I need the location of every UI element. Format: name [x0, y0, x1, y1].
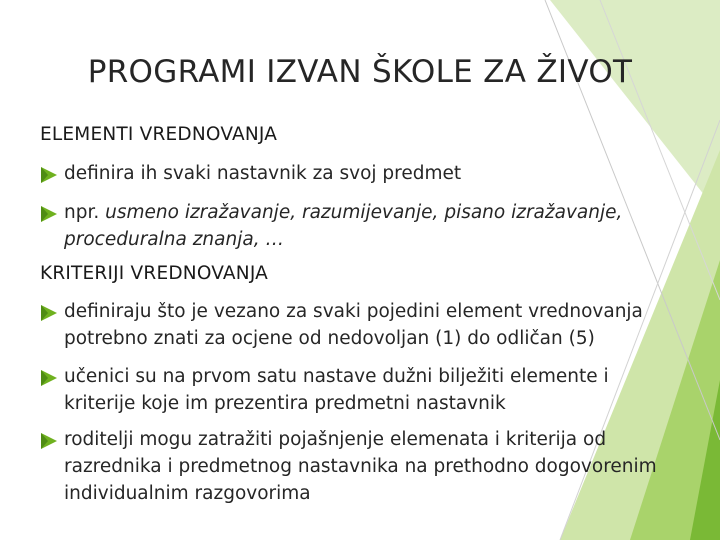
bullet-line: definiraju što je vezano za svaki pojedini element vrednovanja [64, 301, 643, 322]
arrow-triangle-icon [38, 430, 60, 452]
arrow-triangle-icon [38, 203, 60, 225]
bullet-line-italic: usmeno izražavanje, razumijevanje, pisano izražavanje, [105, 202, 623, 223]
bullet-text [64, 363, 609, 417]
section-heading-criteria: KRITERIJI VREDNOVANJA [40, 263, 269, 284]
arrow-triangle-icon [38, 302, 60, 324]
bullet-line-plain: npr. [64, 202, 106, 223]
bullet-line: potrebno znati za ocjene od nedovoljan (1) do odličan (5) [64, 328, 595, 349]
arrow-triangle-icon [38, 367, 60, 389]
bullet-line: učenici su na prvom satu nastave dužni bilježiti elemente i [64, 366, 609, 387]
arrow-triangle-icon [38, 164, 60, 186]
bullet-line: razrednika i predmetnog nastavnika na prethodno dogovorenim [64, 456, 657, 477]
bullet-text [64, 199, 622, 253]
slide-title: PROGRAMI IZVAN ŠKOLE ZA ŽIVOT [87, 54, 633, 90]
bullet-text [64, 160, 461, 187]
bullet-line-italic: proceduralna znanja, … [64, 229, 284, 250]
bullet-line: individualnim razgovorima [64, 483, 311, 504]
section-heading-elements: ELEMENTI VREDNOVANJA [40, 124, 278, 145]
bullet-text [64, 426, 657, 507]
bullet-line: kriterije koje im prezentira predmetni nastavnik [64, 393, 506, 414]
bullet-text [64, 298, 643, 352]
deco-facet-top [550, 0, 720, 215]
bullet-line: roditelji mogu zatražiti pojašnjenje elemenata i kriterija od [64, 429, 607, 450]
bullet-line: definira ih svaki nastavnik za svoj predmet [64, 163, 462, 184]
